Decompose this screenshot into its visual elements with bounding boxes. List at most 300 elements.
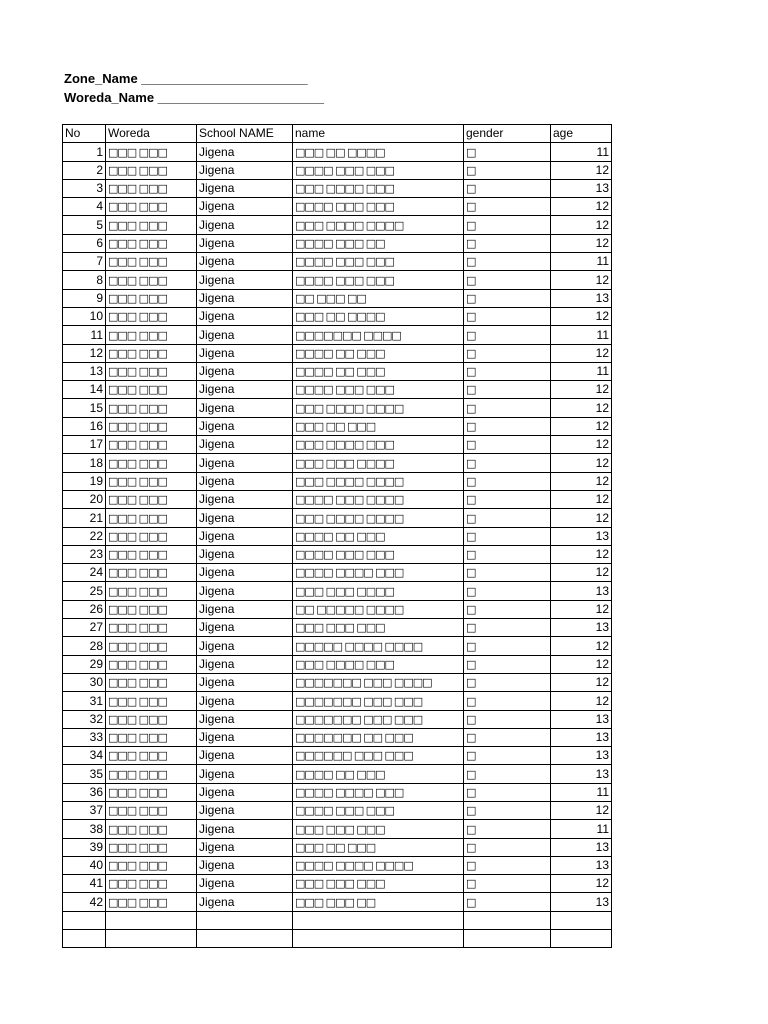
cell-school: Jigena bbox=[197, 454, 293, 472]
cell-age: 13 bbox=[551, 838, 612, 856]
table-row bbox=[63, 856, 612, 874]
cell-gender: □ bbox=[464, 399, 551, 417]
cell-name: □□□□□□ □□□ □□□ bbox=[293, 747, 464, 765]
cell-woreda: □□□ □□□ bbox=[106, 472, 197, 490]
cell-woreda: □□□ □□□ bbox=[106, 655, 197, 673]
table-row bbox=[63, 728, 612, 746]
cell-name: □□□ □□□ □□□ bbox=[293, 619, 464, 637]
column-header-school: School NAME bbox=[197, 125, 293, 143]
cell-name: □□□ □□□ □□□ bbox=[293, 875, 464, 893]
empty-cell bbox=[464, 911, 551, 929]
cell-no: 38 bbox=[63, 820, 106, 838]
cell-no: 17 bbox=[63, 436, 106, 454]
cell-gender: □ bbox=[464, 436, 551, 454]
cell-woreda: □□□ □□□ bbox=[106, 728, 197, 746]
cell-woreda: □□□ □□□ bbox=[106, 289, 197, 307]
table-row bbox=[63, 820, 612, 838]
table-row bbox=[63, 436, 612, 454]
cell-school: Jigena bbox=[197, 728, 293, 746]
cell-gender: □ bbox=[464, 344, 551, 362]
cell-no: 16 bbox=[63, 417, 106, 435]
table-row bbox=[63, 362, 612, 380]
table-row bbox=[63, 344, 612, 362]
cell-no: 32 bbox=[63, 710, 106, 728]
cell-no: 6 bbox=[63, 234, 106, 252]
cell-age: 12 bbox=[551, 198, 612, 216]
table-row bbox=[63, 875, 612, 893]
cell-age: 13 bbox=[551, 619, 612, 637]
cell-school: Jigena bbox=[197, 509, 293, 527]
cell-name: □□□ □□ □□□□ bbox=[293, 143, 464, 161]
table-row bbox=[63, 179, 612, 197]
cell-school: Jigena bbox=[197, 655, 293, 673]
empty-cell bbox=[197, 911, 293, 929]
cell-woreda: □□□ □□□ bbox=[106, 692, 197, 710]
cell-woreda: □□□ □□□ bbox=[106, 436, 197, 454]
cell-gender: □ bbox=[464, 527, 551, 545]
cell-gender: □ bbox=[464, 472, 551, 490]
cell-name: □□□□ □□□ □□□ bbox=[293, 801, 464, 819]
cell-woreda: □□□ □□□ bbox=[106, 253, 197, 271]
cell-name: □□□□ □□□ □□□ bbox=[293, 198, 464, 216]
cell-gender: □ bbox=[464, 271, 551, 289]
cell-gender: □ bbox=[464, 253, 551, 271]
cell-woreda: □□□ □□□ bbox=[106, 509, 197, 527]
table-row bbox=[63, 783, 612, 801]
cell-age: 12 bbox=[551, 692, 612, 710]
cell-woreda: □□□ □□□ bbox=[106, 637, 197, 655]
cell-age: 13 bbox=[551, 856, 612, 874]
cell-name: □□□□ □□□ □□□ bbox=[293, 545, 464, 563]
cell-no: 31 bbox=[63, 692, 106, 710]
woreda-name-label: Woreda_Name _______________________ bbox=[64, 90, 324, 105]
cell-school: Jigena bbox=[197, 875, 293, 893]
cell-gender: □ bbox=[464, 619, 551, 637]
cell-woreda: □□□ □□□ bbox=[106, 765, 197, 783]
cell-gender: □ bbox=[464, 692, 551, 710]
cell-age: 11 bbox=[551, 253, 612, 271]
cell-school: Jigena bbox=[197, 527, 293, 545]
cell-age: 12 bbox=[551, 381, 612, 399]
empty-cell bbox=[106, 930, 197, 948]
cell-name: □□□ □□□□ □□□ bbox=[293, 436, 464, 454]
cell-name: □□□ □□ □□□ bbox=[293, 838, 464, 856]
table-row bbox=[63, 307, 612, 325]
cell-age: 12 bbox=[551, 801, 612, 819]
cell-school: Jigena bbox=[197, 436, 293, 454]
cell-no: 13 bbox=[63, 362, 106, 380]
cell-gender: □ bbox=[464, 637, 551, 655]
cell-age: 12 bbox=[551, 161, 612, 179]
table-row bbox=[63, 619, 612, 637]
cell-age: 13 bbox=[551, 728, 612, 746]
cell-name: □□□ □□□□ □□□□ bbox=[293, 399, 464, 417]
table-row bbox=[63, 545, 612, 563]
cell-no: 28 bbox=[63, 637, 106, 655]
cell-no: 11 bbox=[63, 326, 106, 344]
cell-age: 12 bbox=[551, 307, 612, 325]
cell-woreda: □□□ □□□ bbox=[106, 399, 197, 417]
cell-name: □□□□□□□ □□□ □□□ bbox=[293, 692, 464, 710]
table-row bbox=[63, 801, 612, 819]
cell-woreda: □□□ □□□ bbox=[106, 362, 197, 380]
cell-age: 13 bbox=[551, 179, 612, 197]
cell-name: □□□□□□□ □□ □□□ bbox=[293, 728, 464, 746]
cell-woreda: □□□ □□□ bbox=[106, 216, 197, 234]
table-row bbox=[63, 509, 612, 527]
cell-name: □□□□ □□ □□□ bbox=[293, 765, 464, 783]
cell-age: 13 bbox=[551, 765, 612, 783]
cell-no: 2 bbox=[63, 161, 106, 179]
cell-gender: □ bbox=[464, 143, 551, 161]
table-row bbox=[63, 765, 612, 783]
cell-woreda: □□□ □□□ bbox=[106, 545, 197, 563]
cell-no: 23 bbox=[63, 545, 106, 563]
cell-school: Jigena bbox=[197, 747, 293, 765]
empty-row bbox=[63, 930, 612, 948]
cell-woreda: □□□ □□□ bbox=[106, 838, 197, 856]
cell-age: 12 bbox=[551, 454, 612, 472]
cell-name: □□□ □□□ □□□□ bbox=[293, 454, 464, 472]
cell-age: 13 bbox=[551, 527, 612, 545]
cell-school: Jigena bbox=[197, 472, 293, 490]
cell-gender: □ bbox=[464, 454, 551, 472]
cell-school: Jigena bbox=[197, 619, 293, 637]
cell-gender: □ bbox=[464, 783, 551, 801]
cell-gender: □ bbox=[464, 307, 551, 325]
table-row bbox=[63, 655, 612, 673]
cell-gender: □ bbox=[464, 198, 551, 216]
cell-no: 25 bbox=[63, 582, 106, 600]
cell-gender: □ bbox=[464, 582, 551, 600]
cell-no: 18 bbox=[63, 454, 106, 472]
cell-woreda: □□□ □□□ bbox=[106, 856, 197, 874]
cell-woreda: □□□ □□□ bbox=[106, 527, 197, 545]
cell-gender: □ bbox=[464, 820, 551, 838]
table-row bbox=[63, 216, 612, 234]
cell-name: □□□ □□□ □□ bbox=[293, 893, 464, 911]
table-row bbox=[63, 271, 612, 289]
cell-name: □□□□□ □□□□ □□□□ bbox=[293, 637, 464, 655]
cell-age: 12 bbox=[551, 344, 612, 362]
cell-age: 11 bbox=[551, 326, 612, 344]
cell-woreda: □□□ □□□ bbox=[106, 454, 197, 472]
cell-no: 26 bbox=[63, 600, 106, 618]
cell-no: 39 bbox=[63, 838, 106, 856]
cell-name: □□ □□□□□ □□□□ bbox=[293, 600, 464, 618]
cell-no: 29 bbox=[63, 655, 106, 673]
cell-no: 42 bbox=[63, 893, 106, 911]
cell-school: Jigena bbox=[197, 765, 293, 783]
cell-name: □□□□□□□ □□□□ bbox=[293, 326, 464, 344]
cell-age: 13 bbox=[551, 582, 612, 600]
empty-cell bbox=[551, 911, 612, 929]
cell-school: Jigena bbox=[197, 692, 293, 710]
table-row bbox=[63, 381, 612, 399]
cell-gender: □ bbox=[464, 545, 551, 563]
cell-school: Jigena bbox=[197, 143, 293, 161]
cell-age: 11 bbox=[551, 820, 612, 838]
cell-gender: □ bbox=[464, 728, 551, 746]
cell-name: □□□□ □□□ □□□ bbox=[293, 381, 464, 399]
cell-no: 3 bbox=[63, 179, 106, 197]
cell-school: Jigena bbox=[197, 198, 293, 216]
cell-woreda: □□□ □□□ bbox=[106, 710, 197, 728]
student-table bbox=[62, 124, 612, 948]
cell-no: 7 bbox=[63, 253, 106, 271]
table-row bbox=[63, 600, 612, 618]
cell-gender: □ bbox=[464, 216, 551, 234]
cell-woreda: □□□ □□□ bbox=[106, 381, 197, 399]
table-row bbox=[63, 490, 612, 508]
empty-cell bbox=[63, 911, 106, 929]
cell-school: Jigena bbox=[197, 399, 293, 417]
cell-age: 13 bbox=[551, 710, 612, 728]
cell-school: Jigena bbox=[197, 362, 293, 380]
cell-school: Jigena bbox=[197, 545, 293, 563]
cell-gender: □ bbox=[464, 161, 551, 179]
cell-name: □□□□ □□□□ □□□ bbox=[293, 564, 464, 582]
table-row bbox=[63, 289, 612, 307]
cell-age: 12 bbox=[551, 655, 612, 673]
table-row bbox=[63, 564, 612, 582]
cell-gender: □ bbox=[464, 801, 551, 819]
cell-no: 21 bbox=[63, 509, 106, 527]
cell-gender: □ bbox=[464, 600, 551, 618]
cell-no: 36 bbox=[63, 783, 106, 801]
empty-row bbox=[63, 911, 612, 929]
cell-school: Jigena bbox=[197, 673, 293, 691]
cell-name: □□□ □□ □□□ bbox=[293, 417, 464, 435]
table-row bbox=[63, 637, 612, 655]
cell-woreda: □□□ □□□ bbox=[106, 582, 197, 600]
table-row bbox=[63, 838, 612, 856]
cell-woreda: □□□ □□□ bbox=[106, 673, 197, 691]
table-row bbox=[63, 326, 612, 344]
cell-school: Jigena bbox=[197, 893, 293, 911]
cell-age: 12 bbox=[551, 436, 612, 454]
cell-age: 11 bbox=[551, 783, 612, 801]
cell-no: 33 bbox=[63, 728, 106, 746]
table-row bbox=[63, 747, 612, 765]
cell-school: Jigena bbox=[197, 271, 293, 289]
cell-no: 19 bbox=[63, 472, 106, 490]
table-row bbox=[63, 399, 612, 417]
cell-woreda: □□□ □□□ bbox=[106, 747, 197, 765]
cell-name: □□□□ □□□ □□□ bbox=[293, 271, 464, 289]
cell-age: 12 bbox=[551, 673, 612, 691]
cell-woreda: □□□ □□□ bbox=[106, 893, 197, 911]
cell-gender: □ bbox=[464, 362, 551, 380]
cell-age: 12 bbox=[551, 472, 612, 490]
cell-no: 27 bbox=[63, 619, 106, 637]
cell-gender: □ bbox=[464, 655, 551, 673]
cell-woreda: □□□ □□□ bbox=[106, 875, 197, 893]
cell-woreda: □□□ □□□ bbox=[106, 490, 197, 508]
column-header-woreda: Woreda bbox=[106, 125, 197, 143]
cell-school: Jigena bbox=[197, 564, 293, 582]
table-row bbox=[63, 198, 612, 216]
cell-age: 13 bbox=[551, 289, 612, 307]
empty-cell bbox=[293, 930, 464, 948]
column-header-age: age bbox=[551, 125, 612, 143]
cell-school: Jigena bbox=[197, 856, 293, 874]
cell-no: 30 bbox=[63, 673, 106, 691]
cell-gender: □ bbox=[464, 838, 551, 856]
cell-gender: □ bbox=[464, 289, 551, 307]
cell-school: Jigena bbox=[197, 344, 293, 362]
cell-school: Jigena bbox=[197, 838, 293, 856]
empty-cell bbox=[464, 930, 551, 948]
cell-school: Jigena bbox=[197, 381, 293, 399]
cell-age: 12 bbox=[551, 271, 612, 289]
cell-woreda: □□□ □□□ bbox=[106, 143, 197, 161]
cell-school: Jigena bbox=[197, 253, 293, 271]
cell-gender: □ bbox=[464, 234, 551, 252]
cell-school: Jigena bbox=[197, 417, 293, 435]
cell-name: □□□□ □□ □□□ bbox=[293, 344, 464, 362]
cell-woreda: □□□ □□□ bbox=[106, 600, 197, 618]
empty-cell bbox=[551, 930, 612, 948]
cell-no: 24 bbox=[63, 564, 106, 582]
cell-no: 8 bbox=[63, 271, 106, 289]
table-row bbox=[63, 673, 612, 691]
cell-name: □□□ □□□ □□□□ bbox=[293, 582, 464, 600]
cell-age: 12 bbox=[551, 216, 612, 234]
cell-name: □□□□ □□□ □□□ bbox=[293, 161, 464, 179]
cell-name: □□□□ □□□ □□□ bbox=[293, 253, 464, 271]
column-header-gender: gender bbox=[464, 125, 551, 143]
table-header-row bbox=[63, 125, 612, 143]
zone-name-label: Zone_Name _______________________ bbox=[64, 71, 308, 86]
column-header-no: No bbox=[63, 125, 106, 143]
cell-school: Jigena bbox=[197, 783, 293, 801]
cell-gender: □ bbox=[464, 710, 551, 728]
cell-woreda: □□□ □□□ bbox=[106, 179, 197, 197]
cell-woreda: □□□ □□□ bbox=[106, 234, 197, 252]
cell-woreda: □□□ □□□ bbox=[106, 198, 197, 216]
cell-gender: □ bbox=[464, 765, 551, 783]
cell-no: 5 bbox=[63, 216, 106, 234]
cell-school: Jigena bbox=[197, 582, 293, 600]
cell-no: 15 bbox=[63, 399, 106, 417]
cell-age: 12 bbox=[551, 490, 612, 508]
cell-gender: □ bbox=[464, 381, 551, 399]
cell-age: 11 bbox=[551, 362, 612, 380]
cell-school: Jigena bbox=[197, 234, 293, 252]
cell-school: Jigena bbox=[197, 161, 293, 179]
cell-name: □□□ □□□□ □□□□ bbox=[293, 472, 464, 490]
cell-no: 1 bbox=[63, 143, 106, 161]
cell-school: Jigena bbox=[197, 179, 293, 197]
cell-no: 40 bbox=[63, 856, 106, 874]
cell-school: Jigena bbox=[197, 801, 293, 819]
table-row bbox=[63, 710, 612, 728]
empty-cell bbox=[63, 930, 106, 948]
cell-gender: □ bbox=[464, 875, 551, 893]
column-header-name: name bbox=[293, 125, 464, 143]
cell-school: Jigena bbox=[197, 307, 293, 325]
cell-school: Jigena bbox=[197, 710, 293, 728]
cell-name: □□□□□□□ □□□ □□□□ bbox=[293, 673, 464, 691]
cell-gender: □ bbox=[464, 326, 551, 344]
table-row bbox=[63, 527, 612, 545]
cell-school: Jigena bbox=[197, 216, 293, 234]
table-row bbox=[63, 893, 612, 911]
empty-cell bbox=[293, 911, 464, 929]
cell-name: □□□□ □□□ □□□□ bbox=[293, 490, 464, 508]
cell-woreda: □□□ □□□ bbox=[106, 271, 197, 289]
cell-no: 34 bbox=[63, 747, 106, 765]
cell-age: 12 bbox=[551, 564, 612, 582]
cell-no: 10 bbox=[63, 307, 106, 325]
cell-school: Jigena bbox=[197, 326, 293, 344]
cell-gender: □ bbox=[464, 856, 551, 874]
cell-no: 4 bbox=[63, 198, 106, 216]
cell-name: □□□ □□□□ □□□ bbox=[293, 179, 464, 197]
cell-woreda: □□□ □□□ bbox=[106, 801, 197, 819]
cell-age: 12 bbox=[551, 509, 612, 527]
table-row bbox=[63, 417, 612, 435]
cell-age: 13 bbox=[551, 893, 612, 911]
cell-age: 12 bbox=[551, 545, 612, 563]
cell-name: □□□ □□□□ □□□□ bbox=[293, 216, 464, 234]
cell-name: □□ □□□ □□ bbox=[293, 289, 464, 307]
cell-name: □□□□□□□ □□□ □□□ bbox=[293, 710, 464, 728]
cell-gender: □ bbox=[464, 564, 551, 582]
cell-no: 22 bbox=[63, 527, 106, 545]
cell-name: □□□ □□□ □□□ bbox=[293, 820, 464, 838]
table-row bbox=[63, 161, 612, 179]
cell-woreda: □□□ □□□ bbox=[106, 619, 197, 637]
cell-school: Jigena bbox=[197, 637, 293, 655]
cell-age: 12 bbox=[551, 637, 612, 655]
table-row bbox=[63, 454, 612, 472]
cell-name: □□□□ □□□ □□ bbox=[293, 234, 464, 252]
cell-woreda: □□□ □□□ bbox=[106, 417, 197, 435]
cell-gender: □ bbox=[464, 179, 551, 197]
cell-name: □□□□ □□ □□□ bbox=[293, 527, 464, 545]
cell-name: □□□ □□□□ □□□ bbox=[293, 655, 464, 673]
cell-name: □□□ □□ □□□□ bbox=[293, 307, 464, 325]
cell-no: 35 bbox=[63, 765, 106, 783]
empty-cell bbox=[106, 911, 197, 929]
cell-age: 12 bbox=[551, 234, 612, 252]
cell-woreda: □□□ □□□ bbox=[106, 564, 197, 582]
cell-age: 13 bbox=[551, 747, 612, 765]
cell-woreda: □□□ □□□ bbox=[106, 161, 197, 179]
empty-cell bbox=[197, 930, 293, 948]
cell-age: 12 bbox=[551, 875, 612, 893]
cell-woreda: □□□ □□□ bbox=[106, 783, 197, 801]
cell-woreda: □□□ □□□ bbox=[106, 307, 197, 325]
cell-gender: □ bbox=[464, 509, 551, 527]
cell-no: 12 bbox=[63, 344, 106, 362]
cell-no: 41 bbox=[63, 875, 106, 893]
cell-age: 12 bbox=[551, 417, 612, 435]
table-row bbox=[63, 234, 612, 252]
cell-name: □□□□ □□□□ □□□ bbox=[293, 783, 464, 801]
cell-woreda: □□□ □□□ bbox=[106, 326, 197, 344]
cell-age: 11 bbox=[551, 143, 612, 161]
cell-no: 14 bbox=[63, 381, 106, 399]
table-row bbox=[63, 143, 612, 161]
cell-gender: □ bbox=[464, 747, 551, 765]
cell-gender: □ bbox=[464, 893, 551, 911]
cell-name: □□□□ □□□□ □□□□ bbox=[293, 856, 464, 874]
table-row bbox=[63, 582, 612, 600]
cell-no: 37 bbox=[63, 801, 106, 819]
